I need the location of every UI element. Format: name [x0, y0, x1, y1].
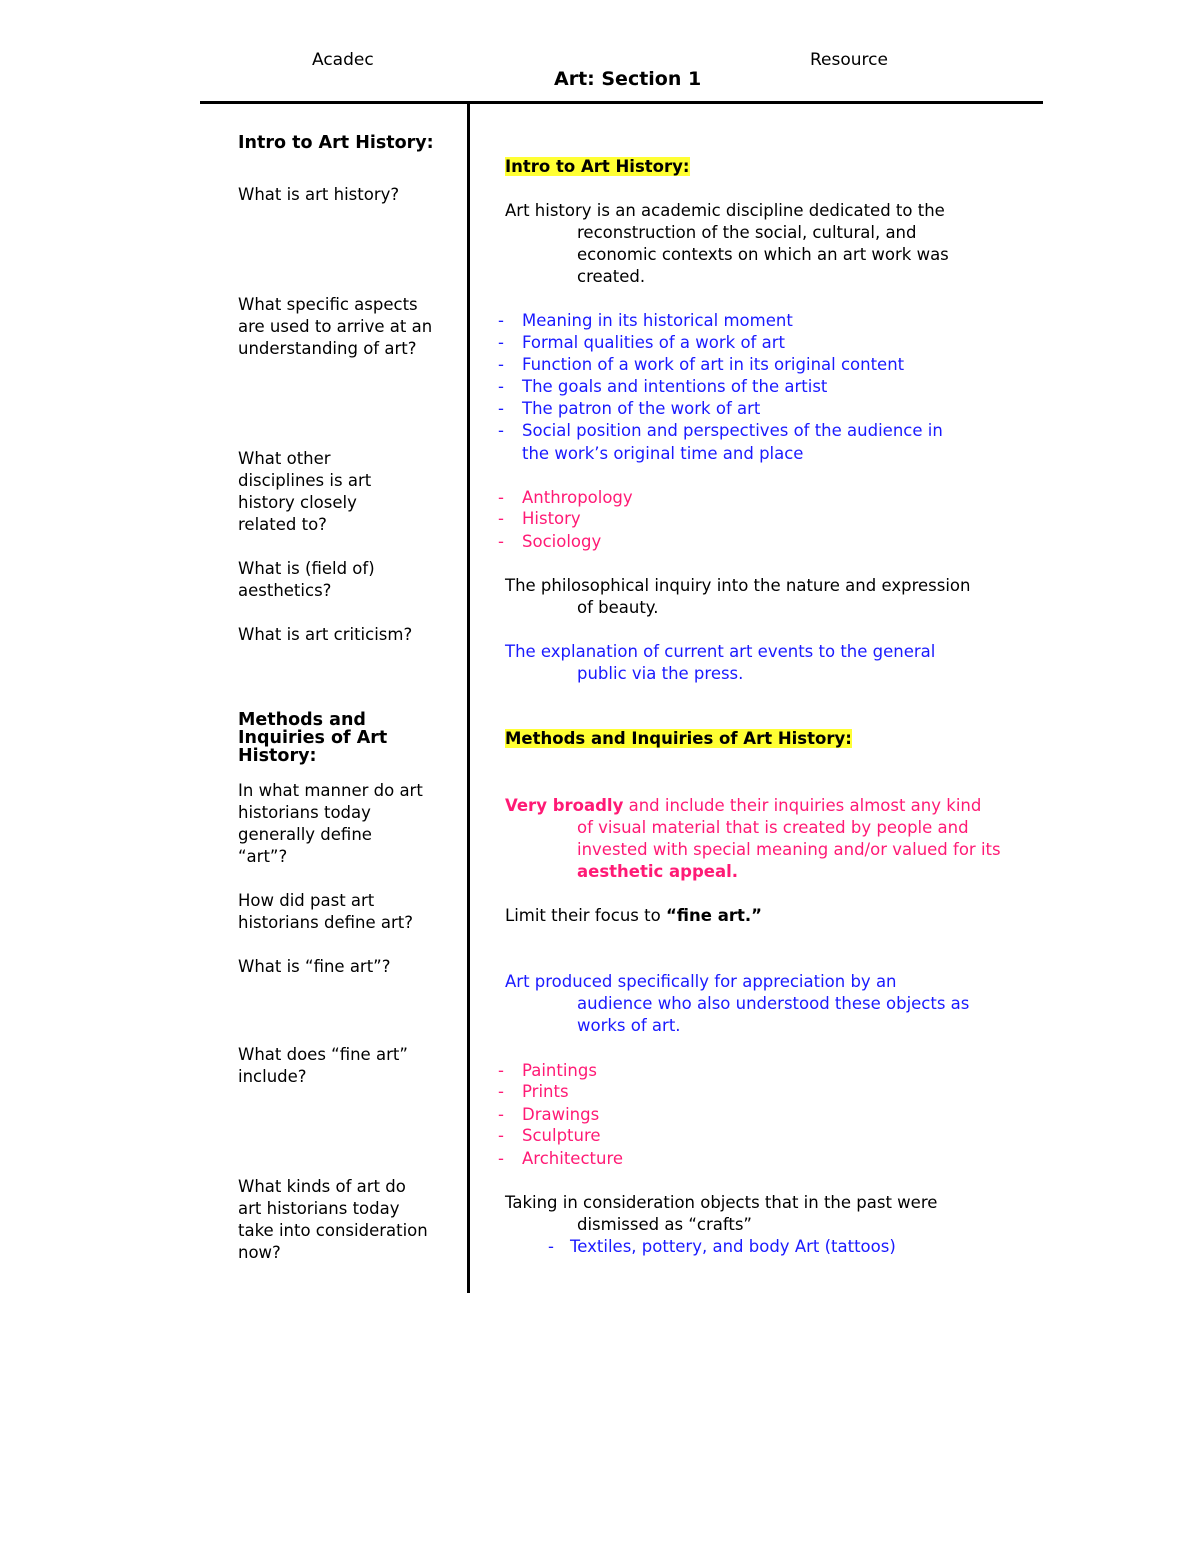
question-past-historians: How did past art historians define art? — [238, 891, 413, 932]
header-left: Acadec — [312, 50, 374, 70]
answer-past-historians: Limit their focus to “fine art.” — [505, 906, 762, 925]
header-right: Resource — [810, 50, 888, 70]
answer-define-art: Very broadly and include their inquiries almost any kind of visual material that is created by people and invested with special meaning and/or valued for its aesthetic appeal. — [505, 796, 1001, 881]
intro-heading-highlight: Intro to Art History: — [505, 157, 690, 176]
question-art-criticism: What is art criticism? — [238, 625, 413, 644]
answer-aesthetics — [505, 575, 1025, 619]
question-other-disciplines: What other disciplines is art history closely related to? — [238, 449, 372, 534]
answer-art-history-line1: Art history is an academic discipline dedicated to the — [505, 201, 945, 220]
answer-aesthetics-line1: The philosophical inquiry into the nature and expression — [505, 576, 971, 595]
question-fine-art-include: What does “fine art” include? — [238, 1045, 408, 1086]
question-aesthetics: What is (field of) aesthetics? — [238, 559, 375, 600]
header-divider — [200, 101, 1043, 104]
question-define-art: In what manner do art historians today generally define “art”? — [238, 781, 423, 866]
methods-heading-right — [505, 729, 852, 748]
page-title: Art: Section 1 — [554, 68, 702, 90]
answer-art-today: Taking in consideration objects that in the past were dismissed as “crafts” — [505, 1193, 938, 1234]
methods-heading-left: Methods and Inquiries of Art History: — [238, 710, 388, 766]
answer-art-history — [505, 200, 1025, 288]
intro-heading-right — [505, 157, 690, 176]
question-art-history: What is art history? — [238, 185, 400, 204]
intro-heading-left: Intro to Art History: — [238, 133, 434, 153]
methods-heading-highlight: Methods and Inquiries of Art History: — [505, 729, 852, 748]
answer-criticism — [505, 641, 1025, 685]
question-art-today: What kinds of art do art historians today take into consideration now? — [238, 1177, 428, 1262]
question-specific-aspects: What specific aspects are used to arrive at an understanding of art? — [238, 295, 433, 358]
answer-fine-art: Art produced specifically for appreciation by an audience who also understood these objects as works of art. — [505, 972, 970, 1035]
answer-criticism-line1: The explanation of current art events to the general — [505, 642, 936, 661]
answer-aesthetics-rest: of beauty. — [577, 598, 659, 617]
answer-criticism-rest: public via the press. — [577, 664, 744, 683]
column-divider — [467, 101, 470, 1293]
answer-art-history-rest: reconstruction of the social, cultural, and economic contexts on which an art work was created. — [577, 223, 949, 286]
question-fine-art: What is “fine art”? — [238, 957, 391, 976]
